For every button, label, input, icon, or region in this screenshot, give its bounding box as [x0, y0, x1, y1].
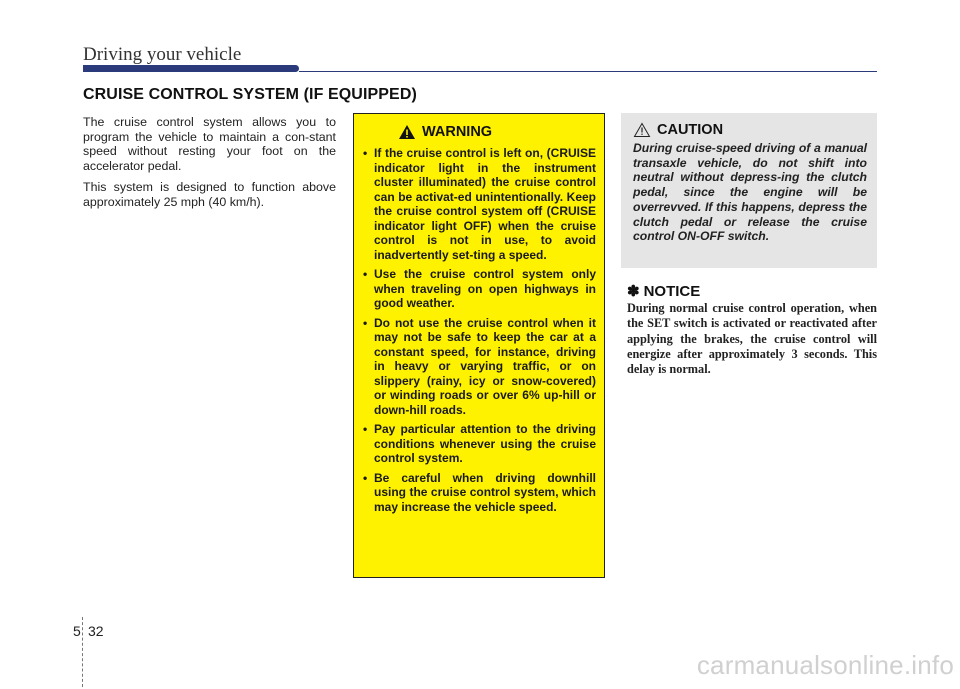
warning-box: [353, 113, 605, 578]
warning-item: • Pay particular attention to the driving conditions whenever using the cruise control system.: [363, 422, 596, 466]
intro-paragraph: The cruise control system allows you to program the vehicle to maintain a con-stant speed without resting your foot on the accelerator pedal.: [83, 115, 336, 173]
footer-divider: [82, 617, 83, 687]
header-bar: [83, 65, 299, 72]
caution-triangle-icon: [633, 122, 651, 138]
intro-paragraph: This system is designed to function above approximately 25 mph (40 km/h).: [83, 180, 336, 209]
warning-item: • If the cruise control is left on, (CRUISE indicator light in the instrument cluster illuminated) the cruise control can be activat-ed unintentionally. Keep the cruise control system off (CRUISE indicator light OFF) when the cruise control is not in use, to avoid inadvertently set-ting a speed.: [363, 146, 596, 262]
warning-item: • Use the cruise control system only when traveling on open highways in good weather.: [363, 267, 596, 311]
caution-text: During cruise-speed driving of a manual transaxle vehicle, do not shift into neutral without depress-ing the clutch pedal, since the engine will be overrevved. If this happens, depress the clutch pedal or release the cruise control ON-OFF switch.: [633, 141, 867, 244]
warning-item: • Be careful when driving downhill using the cruise control system, which may increase the vehicle speed.: [363, 471, 596, 515]
warning-header: [398, 124, 596, 140]
warning-triangle-icon: [398, 124, 416, 140]
section-title: CRUISE CONTROL SYSTEM (IF EQUIPPED): [83, 86, 417, 103]
notice-text: During normal cruise control operation, when the SET switch is activated or reactivated after applying the brakes, the cruise control will energize after approximately 3 seconds. This delay is normal.: [627, 301, 877, 377]
warning-list: [363, 146, 596, 514]
notice-header: [627, 282, 700, 300]
warning-title: WARNING: [422, 124, 493, 140]
caution-header: [633, 122, 867, 138]
warning-item: • Do not use the cruise control when it may not be safe to keep the car at a constant speed, for instance, driving in heavy or varying traffic, or on slippery (rainy, icy or snow-covered) or winding roads or over 6% up-hill or down-hill roads.: [363, 316, 596, 418]
header-rule: [299, 71, 877, 72]
notice-star-icon: ✽: [627, 283, 640, 300]
page-number: 32: [88, 623, 104, 639]
chapter-number: 5: [73, 623, 81, 639]
page-header-title: Driving your vehicle: [83, 44, 242, 65]
intro-text: [83, 115, 336, 217]
caution-box: [621, 113, 877, 268]
watermark: carmanualsonline.info: [696, 650, 954, 680]
caution-title: CAUTION: [657, 122, 724, 138]
notice-title: NOTICE: [643, 282, 701, 300]
